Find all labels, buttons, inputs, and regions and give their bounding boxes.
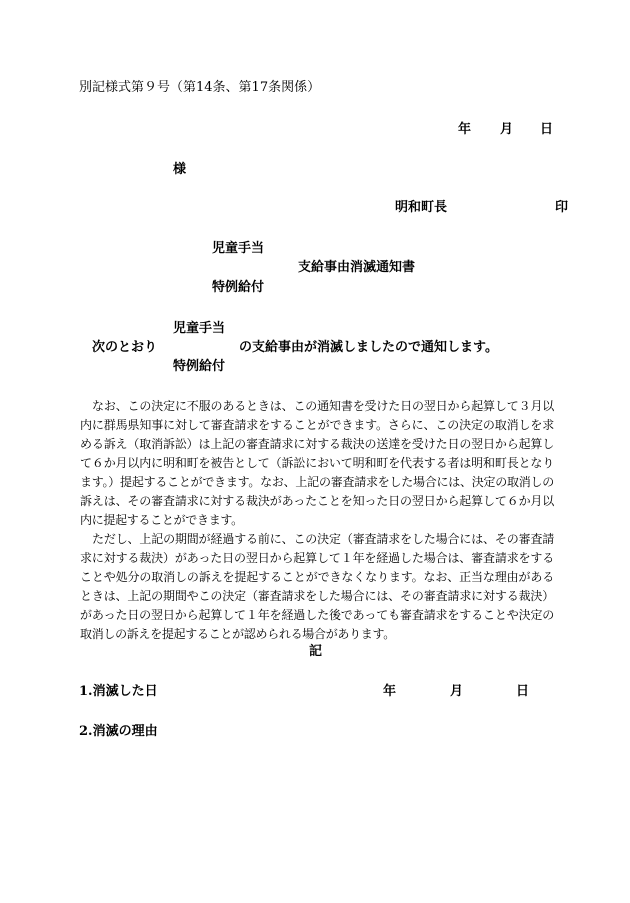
item-1-label: 1.消滅した日 xyxy=(79,684,158,699)
item-1-year-label: 年 xyxy=(383,684,397,699)
appeal-notice xyxy=(80,397,554,644)
date-year-label: 年 xyxy=(458,122,472,137)
date-day-label: 日 xyxy=(540,122,554,137)
issuer-title: 明和町長 xyxy=(395,200,448,215)
recipient-suffix: 様 xyxy=(173,162,187,177)
form-header: 別記様式第９号（第14条、第17条関係） xyxy=(79,80,321,95)
statement-suffix: の支給事由が消滅しましたので通知します。 xyxy=(239,340,498,355)
statement-type-special-benefit: 特例給付 xyxy=(173,359,226,374)
seal-mark: 印 xyxy=(555,200,569,215)
notice-type-child-allowance: 児童手当 xyxy=(212,241,265,256)
item-2-label: 2.消滅の理由 xyxy=(79,724,158,739)
item-1-month-label: 月 xyxy=(450,684,464,699)
ki-heading: 記 xyxy=(309,644,323,659)
appeal-paragraph-2: ただし、上記の期間が経過する前に、この決定（審査請求をした場合には、その審査請求に対する裁決）があった日の翌日から起算して１年を経過した場合は、審査請求をすることや処分の取消しの訴えを提起することができなくなります。なお、正当な理由があるときは、上記の期間やこの決定（審査請求をした場合には、その審査請求に対する裁決）があった日の翌日から起算して１年を経過した後であっても審査請求をすることや決定の取消しの訴えを提起することが認められる場合があります。 xyxy=(80,532,554,641)
date-month-label: 月 xyxy=(500,122,514,137)
appeal-paragraph-1: なお、この決定に不服のあるときは、この通知書を受けた日の翌日から起算して３月以内に群馬県知事に対して審査請求をすることができます。さらに、この決定の取消しを求める訴え（取消訴訟）は上記の審査請求に対する裁決の送達を受けた日の翌日から起算して６か月以内に明和町を被告として（訴訟において明和町を代表する者は明和町長となります。）提起することができます。なお、上記の審査請求をした場合には、決定の取消しの訴えは、その審査請求に対する裁決があったことを知った日の翌日から起算して６か月以内に提起することができます。 xyxy=(80,399,554,527)
statement-type-child-allowance: 児童手当 xyxy=(173,321,226,336)
statement-prefix: 次のとおり xyxy=(92,340,158,355)
notice-title: 支給事由消滅通知書 xyxy=(298,260,416,275)
notice-type-special-benefit: 特例給付 xyxy=(212,280,265,295)
item-1-day-label: 日 xyxy=(516,684,530,699)
